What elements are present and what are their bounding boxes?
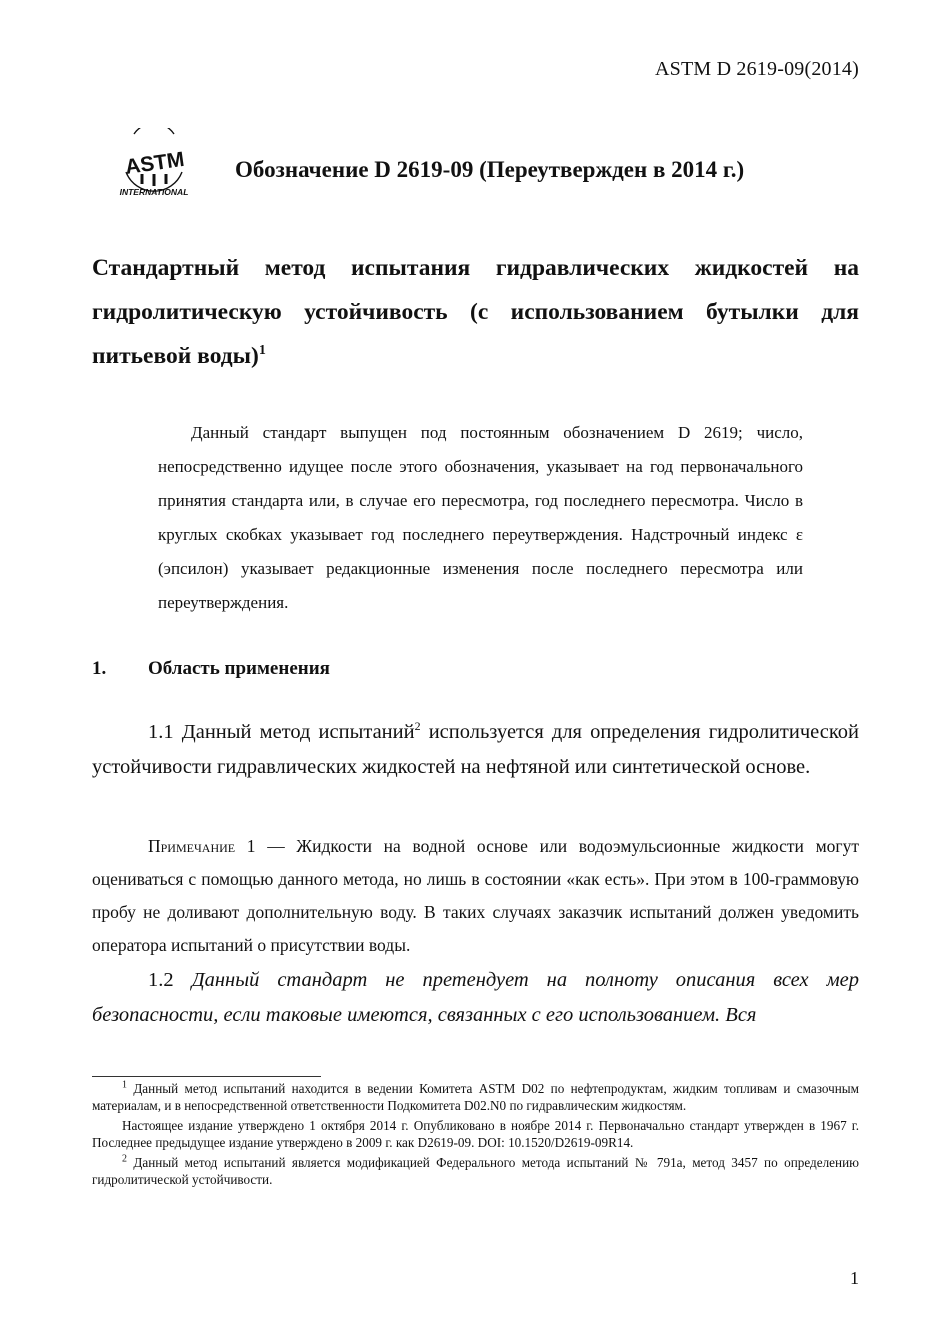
footnote-2: [92, 1154, 859, 1188]
footnote-text: Настоящее издание утверждено 1 октября 2014 г. Опубликовано в ноябре 2014 г. Первоначально стандарт утвержден в 1967 г. Последнее предыдущее издание утверждено в 2009 г. как D2619-09. DOI: 10.1520/D2619-09R14.: [92, 1118, 859, 1150]
section-number: 1.: [92, 658, 107, 679]
paragraph-text-b: используется для определения гидролитической устойчивости гидравлических жидкостей на нефтяной или синтетической основе.: [92, 721, 860, 778]
footnote-mark: 1: [122, 1079, 127, 1091]
footnote-1: [92, 1080, 859, 1114]
paragraph-text: Данный стандарт не претендует на полноту описания всех мер безопасности, если таковые имеются, связанных с его использованием. Вся: [92, 969, 860, 1026]
designation-heading: Обозначение D 2619-09 (Переутвержден в 2014 г.): [235, 157, 745, 182]
footnotes: [92, 1080, 859, 1191]
footnote-ref-2[interactable]: 2: [414, 719, 421, 734]
footnote-separator: [92, 1076, 321, 1077]
document-title: [92, 246, 859, 378]
footnote-text: Данный метод испытаний является модификацией Федерального метода испытаний № 791а, метод 3457 по определению гидролитической устойчивости.: [92, 1155, 859, 1187]
section-title: Область применения: [148, 658, 330, 679]
note-label: Примечание 1: [148, 836, 256, 856]
logo-caption: INTERNATIONAL: [119, 187, 189, 197]
section-1-heading: [92, 658, 330, 680]
paragraph-1-2: [92, 963, 859, 1033]
paragraph-text-a: Данный метод испытаний: [181, 721, 415, 743]
paragraph-1-1: [92, 715, 859, 785]
paragraph-number: 1.2: [148, 969, 174, 991]
title-footnote-ref[interactable]: 1: [258, 343, 266, 359]
note-1: [92, 830, 859, 962]
astm-logo: [112, 128, 196, 198]
footnote-text: Данный метод испытаний находится в ведении Комитета ASTM D02 по нефтепродуктам, жидким топливам и смазочным материалам, и в непосредственной ответственности Подкомитета D02.N0 по гидравлическим жидкостям.: [92, 1081, 860, 1113]
standard-notice: Данный стандарт выпущен под постоянным обозначением D 2619; число, непосредственно идущее после этого обозначения, указывает на год первоначального принятия стандарта или, в случае его пересмотра, год последнего пересмотра. Число в круглых скобках указывает год последнего переутверждения. Надстрочный индекс ε (эпсилон) указывает редакционные изменения после последнего пересмотра или переутверждения.: [158, 423, 803, 612]
document-reference: ASTM D 2619-09(2014): [655, 58, 859, 80]
note-text: — Жидкости на водной основе или водоэмульсионные жидкости могут оцениваться с помощью данного метода, но лишь в состоянии «как есть». При этом в 100-граммовую пробу не доливают дополнительную воду. В таких случаях заказчик испытаний должен уведомить оператора испытаний о присутствии воды.: [92, 836, 859, 955]
title-text: Стандартный метод испытания гидравлических жидкостей на гидролитическую устойчивость (с использованием бутылки для питьевой воды): [92, 255, 859, 369]
footnote-mark: 2: [122, 1153, 127, 1165]
logo-mark: ASTM: [123, 147, 186, 179]
footnote-1-continued: [92, 1117, 859, 1151]
page-number: 1: [850, 1268, 859, 1288]
paragraph-number: 1.1: [148, 721, 174, 743]
